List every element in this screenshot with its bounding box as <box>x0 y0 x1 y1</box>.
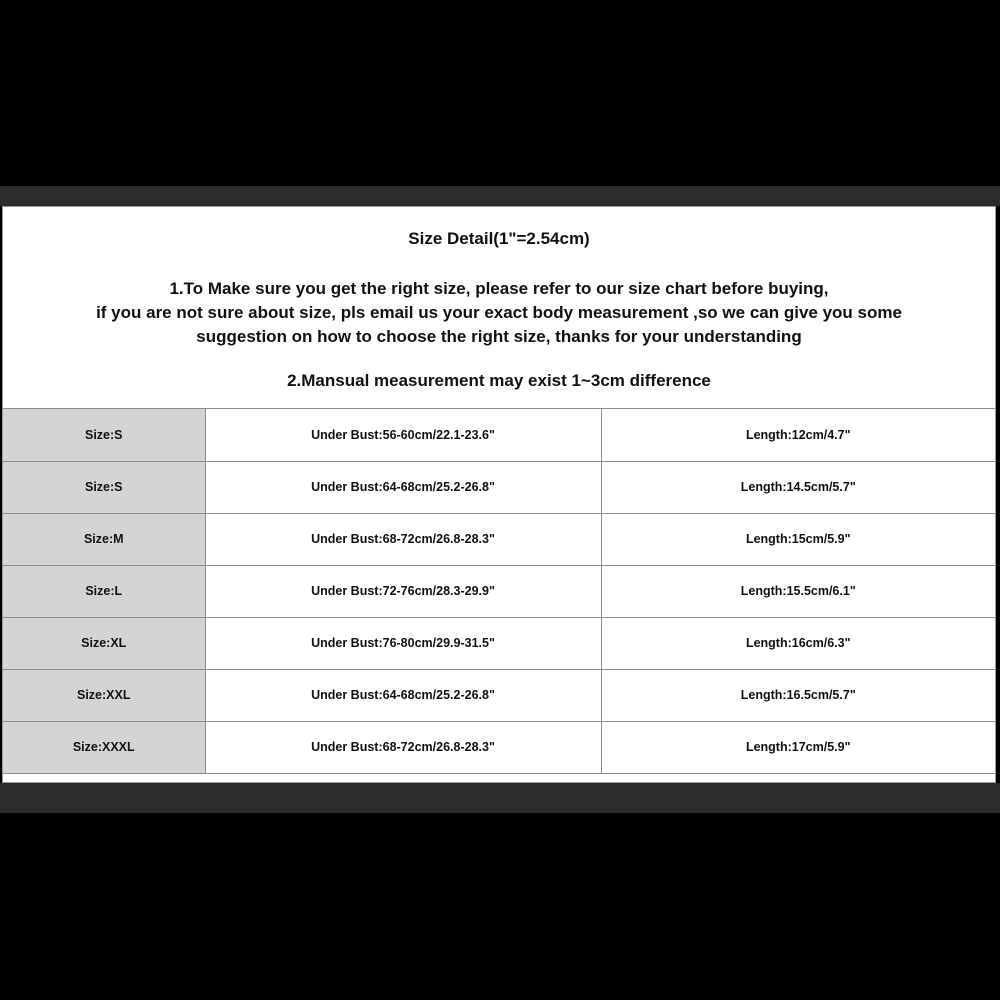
measurement-difference-note: 2.Mansual measurement may exist 1~3cm difference <box>287 371 711 390</box>
table-row <box>3 565 995 617</box>
under-bust-value: Under Bust:56-60cm/22.1-23.6" <box>205 409 601 461</box>
length-value: Length:15.5cm/6.1" <box>601 565 995 617</box>
length-value: Length:16cm/6.3" <box>601 617 995 669</box>
length-value: Length:15cm/5.9" <box>601 513 995 565</box>
under-bust-value: Under Bust:68-72cm/26.8-28.3" <box>205 721 601 773</box>
table-row <box>3 669 995 721</box>
table-row <box>3 617 995 669</box>
table-row <box>3 409 995 461</box>
page-title: Size Detail(1"=2.54cm) <box>408 229 590 248</box>
size-advice-note <box>3 277 995 349</box>
size-advice-line: suggestion on how to choose the right size, thanks for your understanding <box>196 327 802 346</box>
under-bust-value: Under Bust:68-72cm/26.8-28.3" <box>205 513 601 565</box>
size-label: Size:M <box>3 513 205 565</box>
top-border-band <box>0 186 1000 206</box>
size-advice-line: if you are not sure about size, pls email us your exact body measurement ,so we can give you some <box>96 303 902 322</box>
size-label: Size:XL <box>3 617 205 669</box>
size-label: Size:XXXL <box>3 721 205 773</box>
size-table <box>3 409 995 774</box>
size-advice-line: 1.To Make sure you get the right size, please refer to our size chart before buying, <box>169 279 829 298</box>
length-value: Length:16.5cm/5.7" <box>601 669 995 721</box>
size-chart-sheet <box>2 206 996 783</box>
bottom-border-band <box>0 783 1000 813</box>
size-label: Size:XXL <box>3 669 205 721</box>
under-bust-value: Under Bust:64-68cm/25.2-26.8" <box>205 669 601 721</box>
size-label: Size:S <box>3 461 205 513</box>
table-row <box>3 513 995 565</box>
under-bust-value: Under Bust:64-68cm/25.2-26.8" <box>205 461 601 513</box>
size-label: Size:S <box>3 409 205 461</box>
under-bust-value: Under Bust:72-76cm/28.3-29.9" <box>205 565 601 617</box>
size-chart-header <box>3 207 995 409</box>
table-row <box>3 461 995 513</box>
length-value: Length:12cm/4.7" <box>601 409 995 461</box>
under-bust-value: Under Bust:76-80cm/29.9-31.5" <box>205 617 601 669</box>
length-value: Length:17cm/5.9" <box>601 721 995 773</box>
size-label: Size:L <box>3 565 205 617</box>
table-row <box>3 721 995 773</box>
length-value: Length:14.5cm/5.7" <box>601 461 995 513</box>
